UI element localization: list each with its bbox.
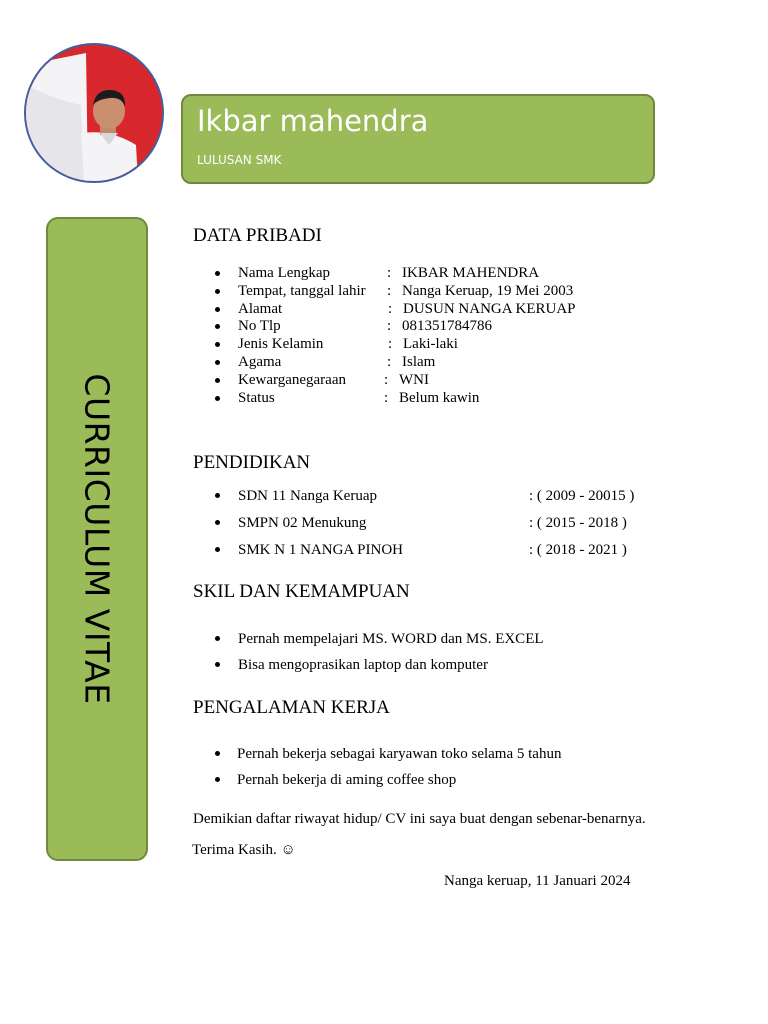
school-name: SMPN 02 Menukung: [238, 515, 367, 531]
field-separator: :: [384, 389, 389, 406]
full-name: Ikbar mahendra: [197, 104, 429, 138]
field-label: Agama: [238, 353, 282, 370]
school-years: : ( 2009 - 20015 ): [529, 488, 635, 504]
section-title-skills: SKIL DAN KEMAMPUAN: [193, 581, 410, 602]
section-title-work: PENGALAMAN KERJA: [193, 697, 390, 718]
field-label: Status: [238, 389, 275, 406]
skill-text: Bisa mengoprasikan laptop dan komputer: [238, 657, 488, 673]
section-title-education: PENDIDIKAN: [193, 452, 311, 473]
place-and-date: Nanga keruap, 11 Januari 2024: [444, 873, 631, 889]
field-value: DUSUN NANGA KERUAP: [403, 300, 576, 317]
school-name: SMK N 1 NANGA PINOH: [238, 542, 404, 558]
field-separator: :: [387, 318, 392, 335]
side-banner-text: CURRICULUM VITAE: [77, 373, 117, 705]
field-separator: :: [388, 300, 393, 317]
school-years: : ( 2018 - 2021 ): [529, 542, 627, 558]
field-value: Islam: [402, 353, 436, 370]
field-label: Alamat: [238, 300, 283, 317]
field-value: WNI: [399, 371, 429, 388]
field-label: No Tlp: [238, 318, 281, 335]
closing-thanks: Terima Kasih. ☺: [192, 842, 296, 858]
field-label: Jenis Kelamin: [238, 336, 324, 353]
subtitle: LULUSAN SMK: [197, 153, 282, 167]
name-banner: [181, 94, 655, 184]
field-separator: :: [387, 353, 392, 370]
work-text: Pernah bekerja sebagai karyawan toko selama 5 tahun: [237, 746, 562, 762]
profile-photo: [24, 43, 164, 183]
field-separator: :: [387, 265, 392, 281]
field-label: Tempat, tanggal lahir: [238, 282, 366, 299]
field-label: Kewarganegaraan: [238, 371, 346, 388]
work-text: Pernah bekerja di aming coffee shop: [237, 772, 457, 788]
field-value: IKBAR MAHENDRA: [402, 265, 540, 281]
closing-statement: Demikian daftar riwayat hidup/ CV ini saya buat dengan sebenar-benarnya.: [193, 811, 646, 827]
field-value: Belum kawin: [399, 389, 480, 406]
person-portrait-icon: [26, 45, 162, 181]
side-banner: [46, 217, 148, 861]
school-name: SDN 11 Nanga Keruap: [238, 488, 377, 504]
skill-text: Pernah mempelajari MS. WORD dan MS. EXCEL: [238, 631, 544, 647]
field-value: Nanga Keruap, 19 Mei 2003: [402, 282, 574, 299]
section-title-personal: DATA PRIBADI: [193, 225, 322, 246]
field-separator: :: [384, 371, 389, 388]
field-separator: :: [387, 282, 392, 299]
field-value: 081351784786: [402, 318, 492, 335]
field-separator: :: [388, 336, 393, 353]
field-label: Nama Lengkap: [238, 265, 331, 281]
field-value: Laki-laki: [403, 336, 458, 353]
school-years: : ( 2015 - 2018 ): [529, 515, 627, 531]
